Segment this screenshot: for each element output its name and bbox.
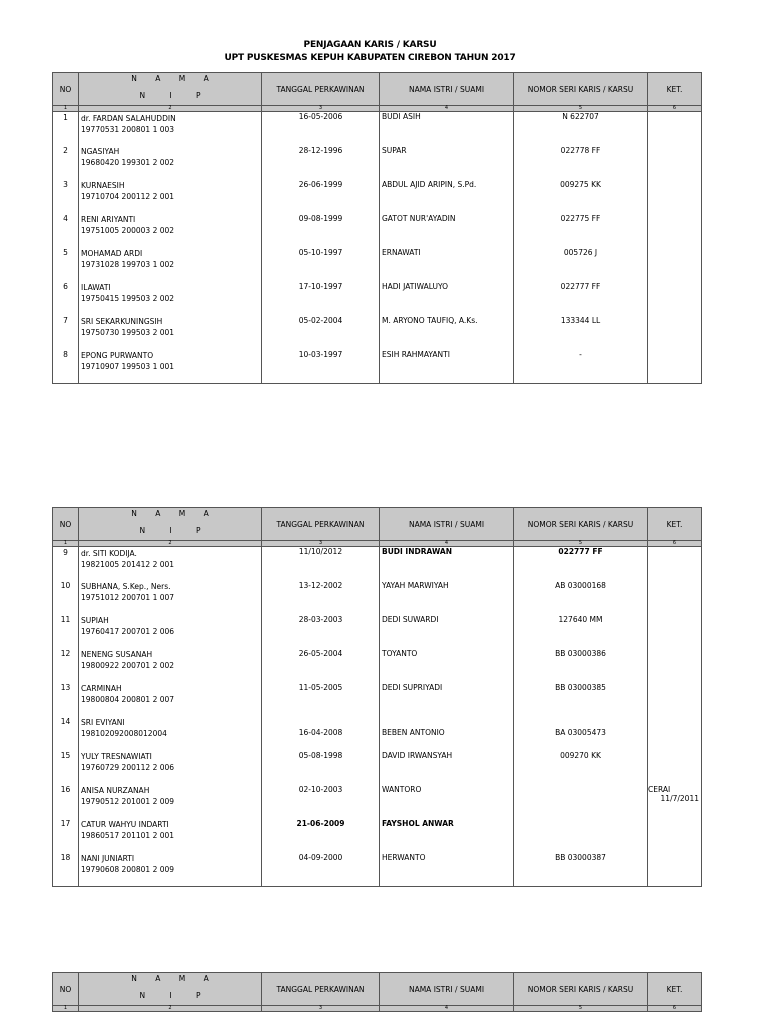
column-number: 5: [514, 541, 648, 547]
row-tanggal: 26-06-1999: [262, 180, 380, 214]
row-istri-suami: BEBEN ANTONIO: [380, 717, 514, 751]
row-nama-nip: [79, 581, 262, 615]
employee-name: NENENG SUSANAH: [81, 649, 153, 659]
header-nama: N A M A: [131, 74, 217, 83]
column-number: 5: [514, 1006, 648, 1012]
row-tanggal: 05-02-2004: [262, 316, 380, 350]
row-istri-suami: BUDI ASIH: [380, 112, 514, 146]
row-nomor-seri: 009275 KK: [514, 180, 648, 214]
row-istri-suami: DAVID IRWANSYAH: [380, 751, 514, 785]
row-ket: [648, 112, 702, 146]
row-nama-nip: [79, 547, 262, 581]
row-nomor-seri: 022777 FF: [514, 282, 648, 316]
column-number: 1: [53, 106, 79, 112]
row-nomor-seri: 009270 KK: [514, 751, 648, 785]
table-row: [53, 547, 702, 581]
header-nama-nip: [79, 73, 262, 106]
column-number: 4: [380, 541, 514, 547]
row-ket: [648, 581, 702, 615]
row-nama-nip: [79, 649, 262, 683]
column-number: 2: [79, 1006, 262, 1012]
employee-name: MOHAMAD ARDI: [81, 248, 143, 258]
row-istri-suami: DEDI SUPRIYADI: [380, 683, 514, 717]
row-ket: [648, 316, 702, 350]
employee-nip: 19800922 200701 2 002: [81, 660, 175, 670]
row-nama-nip: [79, 751, 262, 785]
row-tanggal: 05-08-1998: [262, 751, 380, 785]
row-istri-suami: WANTORO: [380, 785, 514, 819]
row-ket: [648, 785, 702, 819]
employee-name: YULY TRESNAWIATI: [81, 751, 152, 761]
row-nama-nip: [79, 717, 262, 751]
row-no: 5: [53, 248, 79, 282]
row-tanggal: 13-12-2002: [262, 581, 380, 615]
header-no: NO: [53, 508, 79, 541]
row-nomor-seri: BA 03005473: [514, 717, 648, 751]
employee-nip: 19750415 199503 2 002: [81, 293, 175, 303]
header-nama-nip: [79, 508, 262, 541]
header-nama: N A M A: [131, 509, 217, 518]
header-istri: NAMA ISTRI / SUAMI: [380, 508, 514, 541]
row-ket: [648, 180, 702, 214]
row-nama-nip: [79, 350, 262, 384]
column-number-row: [53, 1006, 702, 1012]
table-row: [53, 853, 702, 887]
table-row: [53, 316, 702, 350]
row-nomor-seri: BB 03000387: [514, 853, 648, 887]
column-number: 4: [380, 1006, 514, 1012]
header-no: NO: [53, 973, 79, 1006]
table-row: [53, 649, 702, 683]
row-tanggal: 16-05-2006: [262, 112, 380, 146]
row-nomor-seri: 022775 FF: [514, 214, 648, 248]
employee-name: NGASIYAH: [81, 146, 120, 156]
employee-nip: 19821005 201412 2 001: [81, 560, 175, 569]
ket-date: 11/7/2011: [660, 793, 699, 803]
row-no: 8: [53, 350, 79, 384]
row-tanggal: 17-10-1997: [262, 282, 380, 316]
header-ket: KET.: [648, 508, 702, 541]
row-no: 2: [53, 146, 79, 180]
row-ket: [648, 853, 702, 887]
employee-nip: 19800804 200801 2 007: [81, 694, 175, 704]
row-ket: [648, 717, 702, 751]
column-number: 6: [648, 106, 702, 112]
employee-nip: 19680420 199301 2 002: [81, 157, 175, 167]
employee-nip: 19731028 199703 1 002: [81, 259, 175, 269]
table-row: [53, 581, 702, 615]
table-row: [53, 248, 702, 282]
table-row: [53, 717, 702, 751]
employee-name: SUBHANA, S.Kep., Ners.: [81, 581, 171, 591]
header-row: [53, 508, 702, 541]
row-no: 7: [53, 316, 79, 350]
row-no: 18: [53, 853, 79, 887]
row-istri-suami: ERNAWATI: [380, 248, 514, 282]
table-row: [53, 615, 702, 649]
ket-text: CERAI: [648, 784, 671, 794]
header-nama: N A M A: [131, 974, 217, 983]
column-number: 3: [262, 541, 380, 547]
header-no: NO: [53, 73, 79, 106]
row-ket: [648, 282, 702, 316]
row-no: 3: [53, 180, 79, 214]
row-nama-nip: [79, 785, 262, 819]
header-nip: N I P: [139, 526, 212, 535]
row-tanggal: 28-03-2003: [262, 615, 380, 649]
row-istri-suami: DEDI SUWARDI: [380, 615, 514, 649]
employee-nip: 19790608 200801 2 009: [81, 864, 175, 874]
row-tanggal: 02-10-2003: [262, 785, 380, 819]
row-istri-suami: TOYANTO: [380, 649, 514, 683]
employee-name: SRI SEKARKUNINGSIH: [81, 316, 163, 326]
employee-nip: 19860517 201101 2 001: [81, 830, 175, 840]
table-row: [53, 785, 702, 819]
employee-name: RENI ARIYANTI: [81, 214, 136, 224]
employee-name: EPONG PURWANTO: [81, 350, 154, 360]
header-ket: KET.: [648, 73, 702, 106]
header-seri: NOMOR SERI KARIS / KARSU: [514, 973, 648, 1006]
header-seri: NOMOR SERI KARIS / KARSU: [514, 73, 648, 106]
table-row: [53, 146, 702, 180]
row-nomor-seri: 022777 FF: [514, 547, 648, 581]
row-nama-nip: [79, 248, 262, 282]
row-no: 14: [53, 717, 79, 751]
karis-table-3: [52, 972, 702, 1012]
header-nip: N I P: [139, 91, 212, 100]
row-nama-nip: [79, 112, 262, 146]
table-row: [53, 683, 702, 717]
row-nomor-seri: 127640 MM: [514, 615, 648, 649]
row-istri-suami: HADI JATIWALUYO: [380, 282, 514, 316]
header-tanggal: TANGGAL PERKAWINAN: [262, 973, 380, 1006]
row-tanggal: 28-12-1996: [262, 146, 380, 180]
row-nomor-seri: [514, 785, 648, 819]
employee-name: CATUR WAHYU INDARTI: [81, 819, 169, 829]
row-istri-suami: YAYAH MARWIYAH: [380, 581, 514, 615]
row-ket: [648, 615, 702, 649]
employee-name: SUPIAH: [81, 615, 109, 625]
employee-name: dr. FARDAN SALAHUDDIN: [81, 114, 176, 123]
row-ket: [648, 683, 702, 717]
column-number: 1: [53, 541, 79, 547]
employee-nip: 19760417 200701 2 006: [81, 626, 175, 636]
header-seri: NOMOR SERI KARIS / KARSU: [514, 508, 648, 541]
row-no: 11: [53, 615, 79, 649]
row-no: 4: [53, 214, 79, 248]
row-no: 6: [53, 282, 79, 316]
employee-name: ILAWATI: [81, 282, 111, 292]
employee-name: KURNAESIH: [81, 180, 125, 190]
row-istri-suami: ABDUL AJID ARIPIN, S.Pd.: [380, 180, 514, 214]
employee-nip: 19770531 200801 1 003: [81, 125, 175, 134]
column-number: 5: [514, 106, 648, 112]
header-nip: N I P: [139, 991, 212, 1000]
row-nomor-seri: AB 03000168: [514, 581, 648, 615]
row-istri-suami: FAYSHOL ANWAR: [380, 819, 514, 853]
row-tanggal: 16-04-2008: [262, 717, 380, 751]
row-no: 17: [53, 819, 79, 853]
row-no: 10: [53, 581, 79, 615]
row-ket: [648, 214, 702, 248]
table-row: [53, 180, 702, 214]
row-tanggal: 11-05-2005: [262, 683, 380, 717]
table-row: [53, 751, 702, 785]
row-no: 12: [53, 649, 79, 683]
row-tanggal: 05-10-1997: [262, 248, 380, 282]
row-no: 15: [53, 751, 79, 785]
row-nama-nip: [79, 282, 262, 316]
document-subtitle: UPT PUSKESMAS KEPUH KABUPATEN CIREBON TAHUN 2017: [224, 53, 516, 63]
row-nomor-seri: BB 03000386: [514, 649, 648, 683]
row-nomor-seri: 005726 J: [514, 248, 648, 282]
karis-table-2: [52, 507, 702, 887]
row-istri-suami: GATOT NUR'AYADIN: [380, 214, 514, 248]
employee-nip: 19710704 200112 2 001: [81, 191, 175, 201]
table-row: [53, 282, 702, 316]
row-nomor-seri: 133344 LL: [514, 316, 648, 350]
employee-name: CARMINAH: [81, 683, 122, 693]
employee-nip: 19790512 201001 2 009: [81, 796, 175, 806]
column-number: 6: [648, 541, 702, 547]
column-number: 4: [380, 106, 514, 112]
row-nama-nip: [79, 214, 262, 248]
row-no: 9: [53, 547, 79, 581]
row-nama-nip: [79, 180, 262, 214]
karis-table-1: [52, 72, 702, 384]
row-istri-suami: M. ARYONO TAUFIQ, A.Ks.: [380, 316, 514, 350]
row-istri-suami: BUDI INDRAWAN: [380, 547, 514, 581]
table-row: [53, 112, 702, 146]
row-no: 1: [53, 112, 79, 146]
row-nama-nip: [79, 853, 262, 887]
header-istri: NAMA ISTRI / SUAMI: [380, 973, 514, 1006]
employee-nip: 198102092008012004: [81, 728, 167, 738]
row-ket: [648, 248, 702, 282]
header-ket: KET.: [648, 973, 702, 1006]
employee-nip: 19751012 200701 1 007: [81, 592, 175, 602]
row-nomor-seri: BB 03000385: [514, 683, 648, 717]
row-tanggal: 11/10/2012: [262, 547, 380, 581]
row-nama-nip: [79, 615, 262, 649]
header-tanggal: TANGGAL PERKAWINAN: [262, 73, 380, 106]
row-no: 13: [53, 683, 79, 717]
employee-nip: 19750730 199503 2 001: [81, 327, 175, 337]
header-tanggal: TANGGAL PERKAWINAN: [262, 508, 380, 541]
column-number: 1: [53, 1006, 79, 1012]
header-row: [53, 973, 702, 1006]
row-ket: [648, 649, 702, 683]
row-ket: [648, 146, 702, 180]
row-nama-nip: [79, 683, 262, 717]
row-nomor-seri: [514, 819, 648, 853]
row-nomor-seri: N 622707: [514, 112, 648, 146]
row-tanggal: 21-06-2009: [262, 819, 380, 853]
row-nomor-seri: 022778 FF: [514, 146, 648, 180]
employee-name: NANI JUNIARTI: [81, 853, 135, 863]
table-row: [53, 214, 702, 248]
employee-name: dr. SITI KODIJA.: [81, 549, 137, 558]
row-istri-suami: HERWANTO: [380, 853, 514, 887]
employee-nip: 19710907 199503 1 001: [81, 361, 175, 371]
column-number: 3: [262, 1006, 380, 1012]
document-title: PENJAGAAN KARIS / KARSU: [303, 40, 437, 50]
column-number: 2: [79, 541, 262, 547]
table-row: [53, 350, 702, 384]
employee-name: SRI EVIYANI: [81, 717, 125, 727]
header-row: [53, 73, 702, 106]
row-nomor-seri: -: [514, 350, 648, 384]
row-nama-nip: [79, 146, 262, 180]
row-nama-nip: [79, 819, 262, 853]
table-row: [53, 819, 702, 853]
row-ket: [648, 350, 702, 384]
row-nama-nip: [79, 316, 262, 350]
row-tanggal: 09-08-1999: [262, 214, 380, 248]
row-tanggal: 04-09-2000: [262, 853, 380, 887]
row-istri-suami: ESIH RAHMAYANTI: [380, 350, 514, 384]
header-istri: NAMA ISTRI / SUAMI: [380, 73, 514, 106]
header-nama-nip: [79, 973, 262, 1006]
column-number: 2: [79, 106, 262, 112]
row-no: 16: [53, 785, 79, 819]
employee-name: ANISA NURZANAH: [81, 785, 150, 795]
column-number: 3: [262, 106, 380, 112]
row-istri-suami: SUPAR: [380, 146, 514, 180]
employee-nip: 19760729 200112 2 006: [81, 762, 175, 772]
employee-nip: 19751005 200003 2 002: [81, 225, 175, 235]
row-tanggal: 10-03-1997: [262, 350, 380, 384]
row-ket: [648, 751, 702, 785]
row-ket: [648, 547, 702, 581]
row-tanggal: 26-05-2004: [262, 649, 380, 683]
row-ket: [648, 819, 702, 853]
column-number: 6: [648, 1006, 702, 1012]
